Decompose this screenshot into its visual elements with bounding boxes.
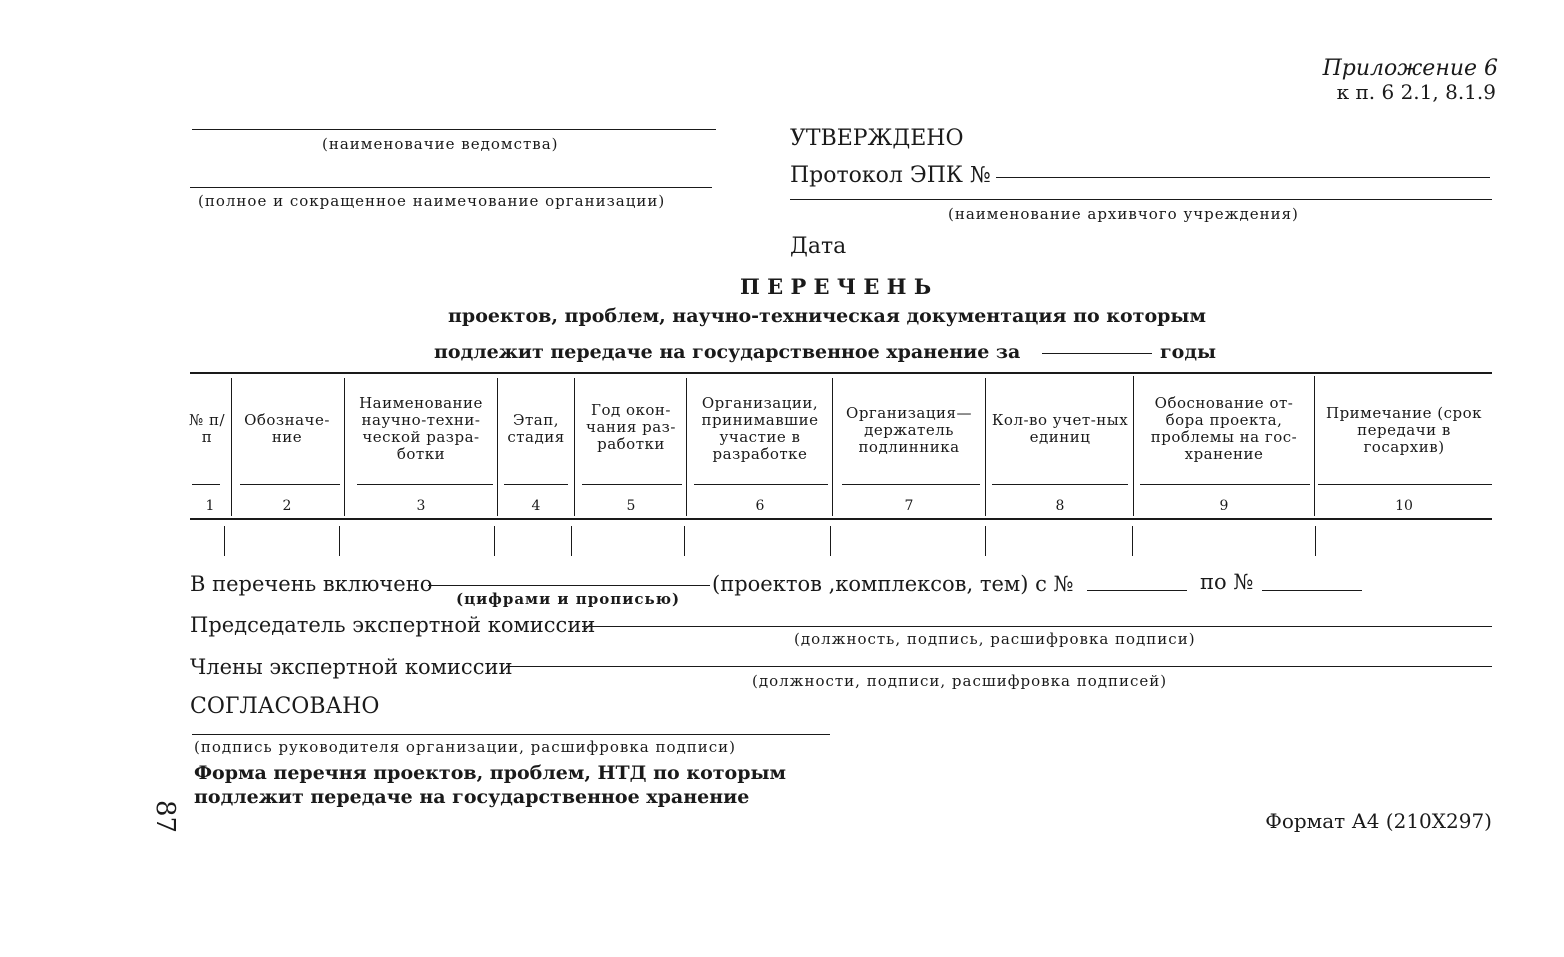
agreed-line [192, 734, 830, 735]
members-line [506, 666, 1492, 667]
header-underline [1318, 484, 1492, 485]
table-divider [231, 378, 232, 516]
from-number-line [1087, 590, 1187, 591]
org-line [190, 187, 712, 188]
table-divider [830, 526, 831, 556]
protocol-label: Протокол ЭПК № [790, 163, 991, 188]
column-number: 3 [416, 498, 426, 514]
table-divider [1132, 526, 1133, 556]
header-development-name: Наименование научно-техни-ческой разра-ботки [359, 394, 483, 463]
table-divider [985, 378, 986, 516]
table-divider [1314, 376, 1315, 516]
column-number: 9 [1219, 498, 1229, 514]
header-underline [357, 484, 493, 485]
table-divider [224, 526, 225, 556]
header-number: № п/п [188, 411, 225, 446]
column-number: 1 [205, 498, 215, 514]
table-divider [684, 526, 685, 556]
appendix-title: Приложение 6 [1322, 56, 1498, 81]
column-number: 4 [531, 498, 541, 514]
table-divider [1133, 376, 1134, 516]
header-note: Примечание (срок передачи в госархив) [1326, 404, 1482, 456]
table-divider [494, 526, 495, 556]
table-divider [686, 378, 687, 516]
date-label: Дата [790, 234, 847, 259]
paper-format: Формат А4 (210Х297) [1265, 809, 1492, 833]
table-top-border [190, 372, 1492, 374]
header-justification: Обоснование от-бора проекта, проблемы на гос-хранение [1150, 394, 1298, 463]
header-underline [504, 484, 568, 485]
header-underline [582, 484, 682, 485]
members-label: Члены экспертной комиссии [190, 655, 513, 679]
header-stage: Этап, стадия [507, 411, 565, 446]
archive-caption: (наименование архивчого учреждения) [948, 205, 1299, 223]
included-line [428, 585, 710, 586]
agreed-caption: (подпись руководителя организации, расшифровка подписи) [194, 738, 736, 756]
column-number: 8 [1055, 498, 1065, 514]
appendix-ref: к п. 6 2.1, 8.1.9 [1336, 80, 1496, 104]
header-original-holder: Организация— держатель подлинника [846, 404, 972, 456]
table-divider [985, 526, 986, 556]
header-participants: Организации, принимавшие участие в разработке [701, 394, 819, 463]
members-caption: (должности, подписи, расшифровка подписей) [752, 672, 1168, 690]
table-divider [1315, 526, 1316, 556]
table-number-row-border [190, 518, 1492, 520]
header-units-count: Кол-во учет-ных единиц [991, 411, 1129, 446]
header-completion-year: Год окон-чания раз-работки [586, 401, 676, 453]
agency-line [192, 129, 716, 130]
to-number-line [1262, 590, 1362, 591]
years-line [1042, 353, 1152, 354]
included-tail: (проектов ,комплексов, тем) с № [712, 572, 1074, 596]
archive-line [790, 199, 1492, 200]
chairman-caption: (должность, подпись, расшифровка подписи) [794, 630, 1196, 648]
chairman-label: Председатель экспертной комиссии [190, 613, 596, 637]
agreed-heading: СОГЛАСОВАНО [190, 694, 380, 719]
header-underline [240, 484, 340, 485]
form-description-line-1: Форма перечня проектов, проблем, НТД по которым [194, 762, 787, 784]
table-divider [832, 378, 833, 516]
header-underline [694, 484, 828, 485]
agency-caption: (наименовачие ведомства) [322, 135, 559, 153]
protocol-line [996, 177, 1490, 178]
header-underline [992, 484, 1128, 485]
column-number: 7 [904, 498, 914, 514]
page-number: 87 [150, 800, 180, 834]
header-underline [1140, 484, 1310, 485]
header-underline [192, 484, 220, 485]
included-caption: (цифрами и прописью) [456, 590, 681, 608]
title-years: годы [1160, 341, 1217, 363]
included-label: В перечень включено [190, 572, 433, 596]
document-title: П Е Р Е Ч Е Н Ь [740, 274, 932, 299]
form-description-line-2: подлежит передаче на государственное хранение [194, 786, 750, 808]
table-divider [344, 378, 345, 516]
table-divider [571, 526, 572, 556]
to-label: по № [1200, 570, 1254, 594]
table-divider [574, 378, 575, 516]
header-underline [842, 484, 980, 485]
approved-heading: УТВЕРЖДЕНО [790, 126, 964, 151]
column-number: 6 [755, 498, 765, 514]
table-divider [497, 378, 498, 516]
column-number: 2 [282, 498, 292, 514]
table-divider [339, 526, 340, 556]
title-line-1: проектов, проблем, научно-техническая документация по которым [448, 305, 1206, 327]
column-number: 10 [1395, 498, 1413, 514]
title-line-2: подлежит передаче на государственное хранение за [434, 341, 1021, 363]
column-number: 5 [626, 498, 636, 514]
org-caption: (полное и сокращенное наимечование организации) [198, 192, 666, 210]
header-designation: Обозначе-ние [244, 411, 330, 446]
chairman-line [582, 626, 1492, 627]
